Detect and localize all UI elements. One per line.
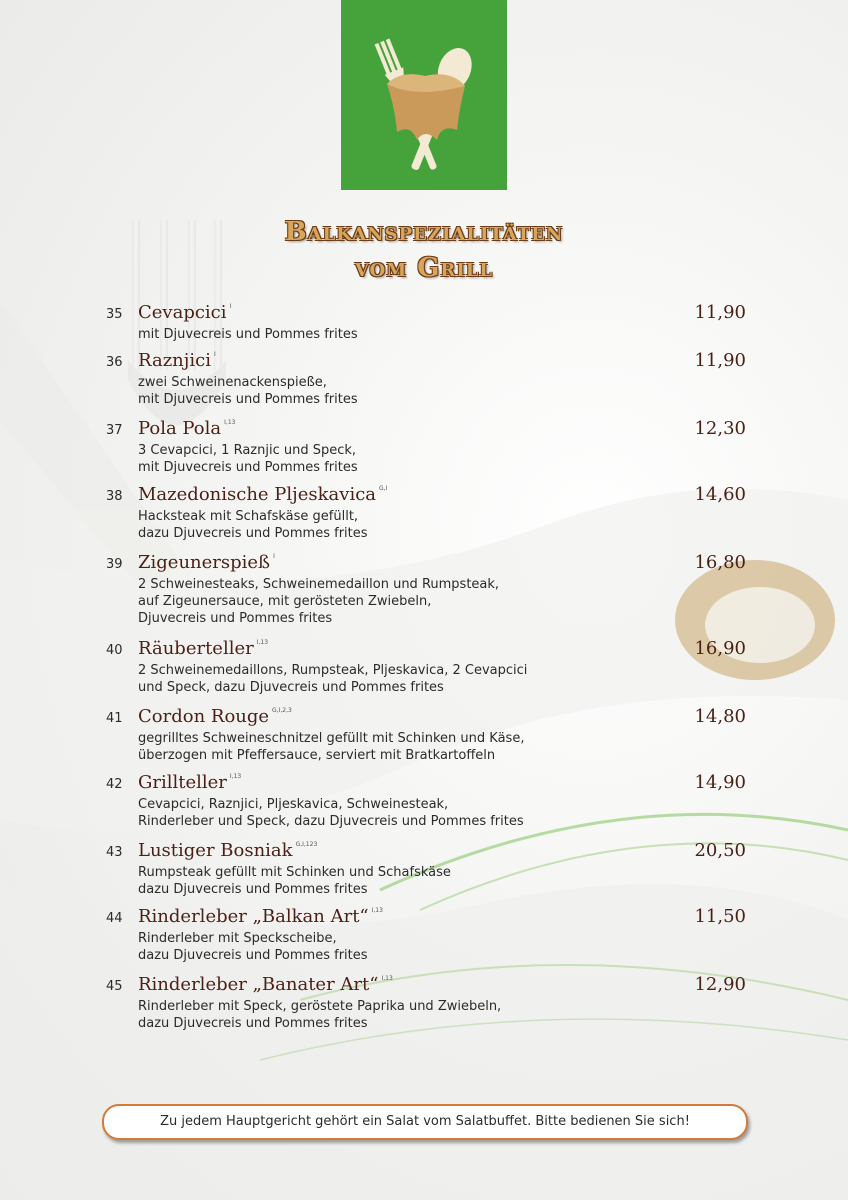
allergen-codes: I (213, 351, 216, 358)
description-line: Rinderleber mit Speckscheibe, (138, 931, 337, 946)
description-line: zwei Schweinenackenspieße, (138, 375, 327, 390)
description-line: gegrilltes Schweineschnitzel gefüllt mit Schinken und Käse, (138, 731, 525, 746)
item-number: 37 (106, 423, 123, 438)
item-name-text: Raznjici (138, 350, 211, 371)
item-name-text: Zigeunerspieß (138, 552, 271, 573)
allergen-codes: G,I,123 (295, 841, 318, 848)
item-price: 14,60 (694, 484, 746, 505)
item-price: 14,90 (694, 772, 746, 793)
item-price: 11,90 (694, 350, 746, 371)
logo (341, 0, 507, 190)
item-name (138, 638, 268, 659)
salad-buffet-note: Zu jedem Hauptgericht gehört ein Salat vom Salatbuffet. Bitte bedienen Sie sich! (102, 1104, 748, 1140)
item-name-text: Cevapcici (138, 302, 227, 323)
description-line: Rinderleber und Speck, dazu Djuvecreis und Pommes frites (138, 814, 524, 829)
item-description (138, 326, 358, 343)
allergen-codes: I (229, 303, 232, 310)
description-line: mit Djuvecreis und Pommes frites (138, 460, 358, 475)
item-name (138, 706, 292, 727)
item-description (138, 998, 501, 1032)
allergen-codes: I,13 (256, 639, 269, 646)
description-line: dazu Djuvecreis und Pommes frites (138, 948, 368, 963)
allergen-codes: I (273, 553, 275, 560)
description-line: Djuvecreis und Pommes frites (138, 611, 333, 626)
allergen-codes: G,I,2,3 (272, 707, 292, 714)
item-name-text: Pola Pola (138, 418, 222, 439)
item-number: 36 (106, 355, 123, 370)
item-price: 12,90 (694, 974, 746, 995)
item-description (138, 864, 451, 898)
item-price: 16,80 (694, 552, 746, 573)
item-description (138, 730, 524, 764)
item-name-text: Rinderleber „Banater Art“ (138, 974, 379, 995)
description-line: dazu Djuvecreis und Pommes frites (138, 1016, 368, 1031)
description-line: 2 Schweinemedaillons, Rumpsteak, Pljeskavica, 2 Cevapcici (138, 663, 528, 678)
item-price: 11,50 (694, 906, 746, 927)
description-line: Rinderleber mit Speck, geröstete Paprika und Zwiebeln, (138, 999, 502, 1014)
title-line-2: vom Grill (354, 253, 494, 283)
description-line: überzogen mit Pfeffersauce, serviert mit Bratkartoffeln (138, 748, 496, 763)
description-line: Cevapcici, Raznjici, Pljeskavica, Schweinesteak, (138, 797, 449, 812)
item-number: 42 (106, 777, 123, 792)
item-name (138, 552, 275, 573)
page-title (0, 214, 848, 286)
description-line: auf Zigeunersauce, mit gerösteten Zwiebeln, (138, 594, 432, 609)
item-name (138, 302, 231, 323)
description-line: mit Djuvecreis und Pommes frites (138, 327, 358, 342)
item-number: 39 (106, 557, 123, 572)
item-name (138, 350, 216, 371)
description-line: Rumpsteak gefüllt mit Schinken und Schafskäse (138, 865, 451, 880)
item-name-text: Rinderleber „Balkan Art“ (138, 906, 369, 927)
item-number: 45 (106, 979, 123, 994)
description-line: 2 Schweinesteaks, Schweinemedaillon und Rumpsteak, (138, 577, 500, 592)
item-price: 14,80 (694, 706, 746, 727)
item-number: 43 (106, 845, 123, 860)
item-description (138, 508, 368, 542)
napkin-ring (675, 560, 835, 680)
description-line: und Speck, dazu Djuvecreis und Pommes frites (138, 680, 444, 695)
item-description (138, 796, 524, 830)
item-name (138, 418, 235, 439)
allergen-codes: I,13 (381, 975, 393, 982)
item-description (138, 374, 358, 408)
item-name-text: Grillteller (138, 772, 227, 793)
item-price: 20,50 (694, 840, 746, 861)
item-description (138, 576, 499, 627)
item-price: 12,30 (694, 418, 746, 439)
allergen-codes: I,13 (229, 773, 242, 780)
description-line: dazu Djuvecreis und Pommes frites (138, 882, 368, 897)
description-line: 3 Cevapcici, 1 Raznjic und Speck, (138, 443, 357, 458)
item-description (138, 930, 368, 964)
item-number: 40 (106, 643, 123, 658)
item-name-text: Cordon Rouge (138, 706, 270, 727)
item-name-text: Mazedonische Pljeskavica (138, 484, 377, 505)
item-number: 35 (106, 307, 123, 322)
item-name (138, 840, 317, 861)
item-price: 11,90 (694, 302, 746, 323)
item-description (138, 662, 527, 696)
allergen-codes: I,13 (371, 907, 383, 914)
item-number: 38 (106, 489, 123, 504)
item-price: 16,90 (694, 638, 746, 659)
item-name (138, 484, 387, 505)
description-line: dazu Djuvecreis und Pommes frites (138, 526, 368, 541)
item-name (138, 772, 241, 793)
description-line: mit Djuvecreis und Pommes frites (138, 392, 358, 407)
item-name-text: Räuberteller (138, 638, 254, 659)
item-name (138, 906, 383, 927)
allergen-codes: G,I (379, 485, 388, 492)
item-number: 41 (106, 711, 123, 726)
allergen-codes: I,13 (224, 419, 236, 426)
item-description (138, 442, 358, 476)
title-line-1: Balkanspezialitäten (284, 217, 564, 247)
item-number: 44 (106, 911, 123, 926)
item-name-text: Lustiger Bosniak (138, 840, 293, 861)
description-line: Hacksteak mit Schafskäse gefüllt, (138, 509, 359, 524)
fork-spoon-napkin-icon (341, 0, 507, 190)
item-name (138, 974, 393, 995)
